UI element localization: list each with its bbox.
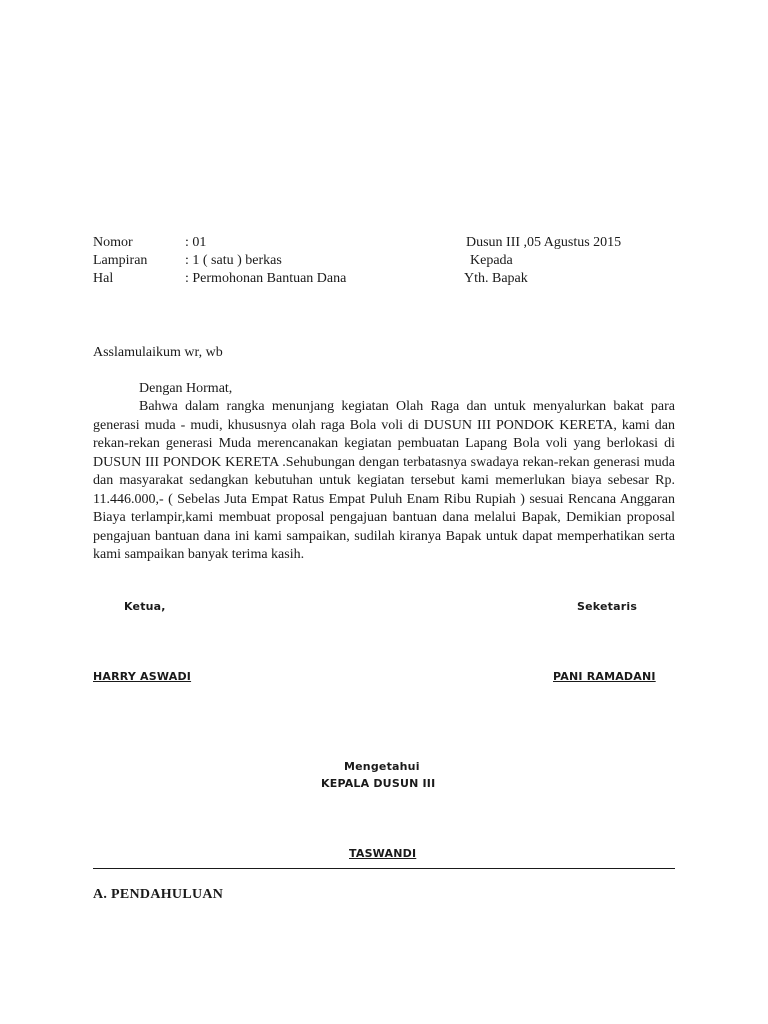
lampiran-label: Lampiran — [93, 253, 148, 268]
kepala-dusun-name: TASWANDI — [349, 847, 417, 860]
ketua-name: HARRY ASWADI — [93, 670, 192, 683]
kepada-label: Kepada — [470, 253, 513, 268]
sekretaris-name: PANI RAMADANI — [553, 670, 656, 683]
nomor-value: : 01 — [185, 235, 207, 250]
ketua-title: Ketua, — [124, 600, 166, 613]
sekretaris-title: Seketaris — [577, 600, 638, 613]
greeting: Asslamulaikum wr, wb — [93, 345, 223, 360]
lampiran-value: : 1 ( satu ) berkas — [185, 253, 282, 268]
mengetahui-label: Mengetahui — [344, 760, 420, 773]
section-divider — [93, 868, 675, 869]
section-heading: A. PENDAHULUAN — [93, 887, 224, 902]
nomor-label: Nomor — [93, 235, 133, 250]
hal-label: Hal — [93, 271, 114, 286]
salutation: Dengan Hormat, — [139, 381, 233, 396]
letter-body: Bahwa dalam rangka menunjang kegiatan Olah Raga dan untuk menyalurkan bakat para generasi muda - mudi, khususnya olah raga Bola voli di DUSUN III PONDOK KERETA, kami dan rekan-rekan generasi Muda merencanakan kegiatan pembuatan Lapang Bola voli yang berlokasi di DUSUN III PONDOK KERETA .Sehubungan dengan terbatasnya swadaya rekan-rekan generasi muda dan masyarakat sedangkan kebutuhan untuk kegiatan tersebut kami memerlukan biaya sebesar Rp. 11.446.000,- ( Sebelas Juta Empat Ratus Empat Puluh Enam Ribu Rupiah ) sesuai Rencana Anggaran Biaya terlampir,kami membuat proposal pengajuan bantuan dana melalui Bapak, Demikian proposal pengajuan bantuan dana ini kami sampaikan, sudilah kiranya Bapak untuk dapat memperhatikan serta kami sampaikan banyak terima kasih. — [93, 399, 675, 562]
kepala-dusun-title: KEPALA DUSUN III — [321, 777, 436, 790]
recipient: Yth. Bapak — [464, 271, 528, 286]
hal-value: : Permohonan Bantuan Dana — [185, 271, 347, 286]
place-date: Dusun III ,05 Agustus 2015 — [466, 235, 622, 250]
